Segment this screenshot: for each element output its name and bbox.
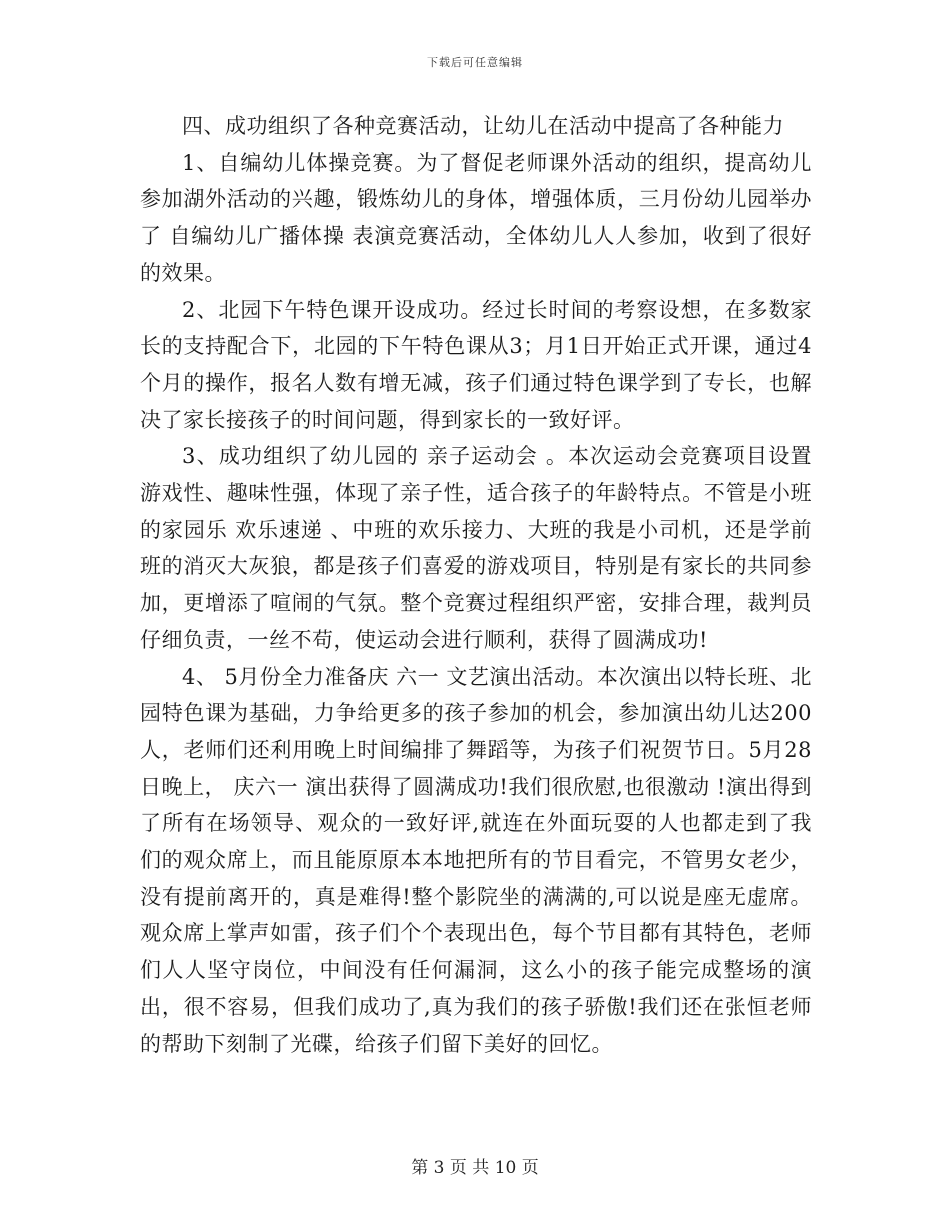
paragraph-3: 3、成功组织了幼儿园的 亲子运动会 。本次运动会竞赛项目设置游戏性、趣味性强，体现了亲子性，适合孩子的年龄特点。不管是小班的家园乐 欢乐速递 、中班的欢乐接力、大班的我是小司机，还是学前班的消灭大灰狼，都是孩子们喜爱的游戏项目，特别是有家长的共同参加，更增添了喧闹的气氛。整个竞赛过程组织严密，安排合理，裁判员仔细负责，一丝不苟，使运动会进行顺利，获得了圆满成功! [140, 444, 812, 652]
page-header-note: 下载后可任意编辑 [427, 56, 523, 69]
paragraph-1: 1、自编幼儿体操竞赛。为了督促老师课外活动的组织，提高幼儿参加湖外活动的兴趣，锻炼幼儿的身体，增强体质，三月份幼儿园举办了 自编幼儿广播体操 表演竞赛活动，全体幼儿人人参加，收到了很好的效果。 [140, 150, 812, 285]
page-number: 第 3 页 共 10 页 [411, 1158, 539, 1178]
paragraph-4: 4、 5月份全力准备庆 六一 文艺演出活动。本次演出以特长班、北园特色课为基础，力争给更多的孩子参加的机会，参加演出幼儿达200人，老师们还利用晚上时间编排了舞蹈等，为孩子们祝贺节日。5月28日晚上， 庆六一 演出获得了圆满成功!我们很欣慰,也很激动 !演出得到了所有在场领导、观众的一致好评,就连在外面玩耍的人也都走到了我们的观众席上，而且能原原本本地把所有的节目看完，不管男女老少，没有提前离开的，真是难得!整个影院坐的满满的,可以说是座无虚席。观众席上掌声如雷，孩子们个个表现出色，每个节目都有其特色，老师们人人坚守岗位，中间没有任何漏洞，这么小的孩子能完成整场的演出，很不容易，但我们成功了,真为我们的孩子骄傲!我们还在张恒老师的帮助下刻制了光碟，给孩子们留下美好的回忆。 [140, 664, 812, 1056]
section-heading: 四、成功组织了各种竞赛活动，让幼儿在活动中提高了各种能力 [182, 114, 784, 138]
document-body [140, 108, 812, 1062]
paragraph-2: 2、北园下午特色课开设成功。经过长时间的考察设想，在多数家长的支持配合下，北园的下午特色课从3；月1日开始正式开课，通过4个月的操作，报名人数有增无减，孩子们通过特色课学到了专长，也解决了家长接孩子的时间问题，得到家长的一致好评。 [140, 297, 812, 432]
